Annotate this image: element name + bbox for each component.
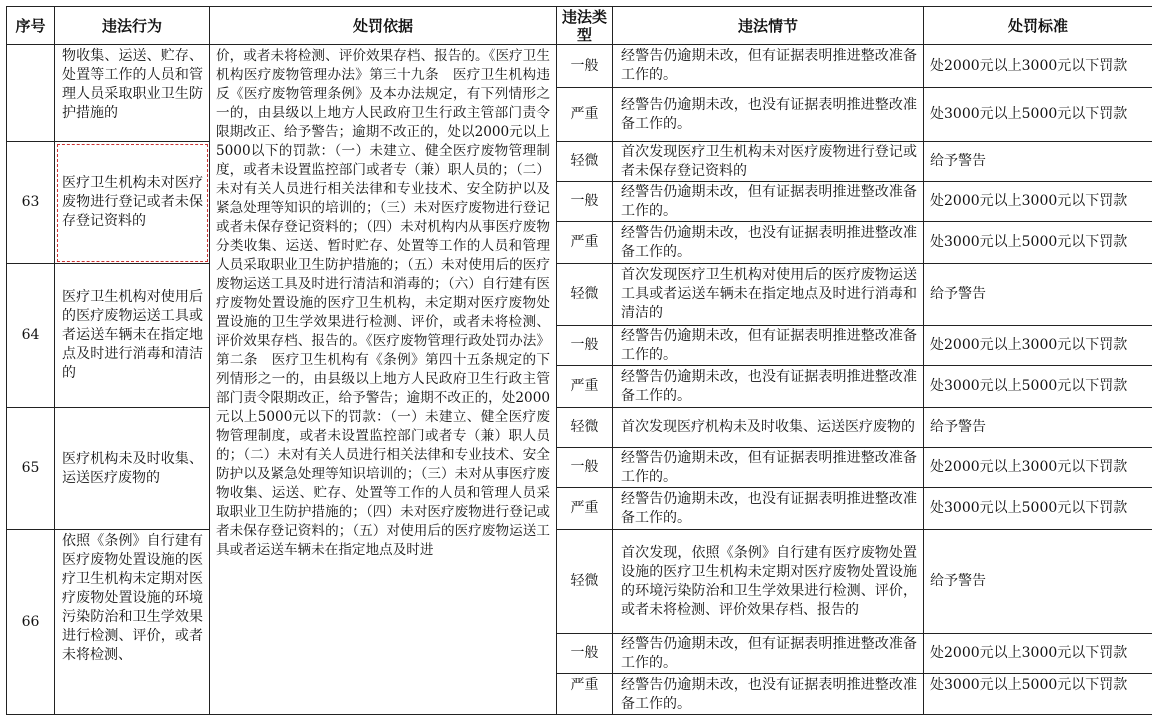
penalty-table-page: [6, 6, 1152, 719]
violation-type: 一般: [557, 45, 613, 88]
violation-circumstance: 首次发现医疗卫生机构未对医疗废物进行登记或者未保存登记资料的: [613, 142, 924, 182]
row-violation: 医疗卫生机构对使用后的医疗废物运送工具或者运送车辆未在指定地点及时进行消毒和清洁的: [55, 264, 210, 408]
penalty-standards-table: [6, 6, 1152, 715]
violation-type: 严重: [557, 366, 613, 408]
row-seq: 64: [7, 264, 55, 408]
violation-type: 轻微: [557, 530, 613, 634]
violation-type: 严重: [557, 488, 613, 530]
violation-circumstance: 经警告仍逾期未改，但有证据表明推进整改准备工作的。: [613, 326, 924, 366]
penalty-standard: 处3000元以上5000元以下罚款: [924, 88, 1153, 142]
violation-circumstance: 首次发现医疗机构未及时收集、运送医疗废物的: [613, 408, 924, 448]
penalty-standard: 处2000元以上3000元以下罚款: [924, 326, 1153, 366]
row-seq: 63: [7, 142, 55, 264]
header-type: 违法类型: [557, 7, 613, 45]
penalty-standard: 处2000元以上3000元以下罚款: [924, 45, 1153, 88]
violation-circumstance: 经警告仍逾期未改，也没有证据表明推进整改准备工作的。: [613, 674, 924, 715]
violation-type: 轻微: [557, 408, 613, 448]
violation-circumstance: 经警告仍逾期未改，也没有证据表明推进整改准备工作的。: [613, 222, 924, 264]
penalty-standard: 处3000元以上5000元以下罚款: [924, 488, 1153, 530]
violation-type: 严重: [557, 222, 613, 264]
penalty-standard: 给予警告: [924, 142, 1153, 182]
violation-circumstance: 经警告仍逾期未改，但有证据表明推进整改准备工作的。: [613, 182, 924, 222]
violation-circumstance: 经警告仍逾期未改，也没有证据表明推进整改准备工作的。: [613, 488, 924, 530]
violation-circumstance: 经警告仍逾期未改，也没有证据表明推进整改准备工作的。: [613, 366, 924, 408]
row-violation: 依照《条例》自行建有医疗废物处置设施的医疗卫生机构未定期对医疗废物处置设施的环境污染防治和卫生学效果进行检测、评价，或者未将检测、: [55, 530, 210, 715]
row-violation: 物收集、运送、贮存、处置等工作的人员和管理人员采取职业卫生防护措施的: [55, 45, 210, 142]
violation-circumstance: 经警告仍逾期未改，也没有证据表明推进整改准备工作的。: [613, 88, 924, 142]
penalty-standard: 处3000元以上5000元以下罚款: [924, 222, 1153, 264]
penalty-standard: 处3000元以上5000元以下罚款: [924, 674, 1153, 715]
violation-circumstance: 首次发现医疗卫生机构对使用后的医疗废物运送工具或者运送车辆未在指定地点及时进行消毒和清洁的: [613, 264, 924, 326]
violation-circumstance: 经警告仍逾期未改，但有证据表明推进整改准备工作的。: [613, 634, 924, 674]
header-row: [7, 7, 1153, 45]
violation-circumstance: 经警告仍逾期未改，但有证据表明推进整改准备工作的。: [613, 448, 924, 488]
penalty-standard: 处2000元以上3000元以下罚款: [924, 634, 1153, 674]
violation-type: 一般: [557, 448, 613, 488]
header-violation: 违法行为: [55, 7, 210, 45]
violation-circumstance: 经警告仍逾期未改，但有证据表明推进整改准备工作的。: [613, 45, 924, 88]
violation-type: 轻微: [557, 264, 613, 326]
header-standard: 处罚标准: [924, 7, 1153, 45]
header-basis: 处罚依据: [210, 7, 557, 45]
table-row: [7, 264, 1153, 326]
penalty-standard: 处2000元以上3000元以下罚款: [924, 448, 1153, 488]
penalty-standard: 给予警告: [924, 264, 1153, 326]
violation-type: 严重: [557, 674, 613, 715]
violation-circumstance: 首次发现，依照《条例》自行建有医疗废物处置设施的医疗卫生机构未定期对医疗废物处置设施的环境污染防治和卫生学效果进行检测、评价，或者未将检测、评价效果存档、报告的: [613, 530, 924, 634]
penalty-standard: 给予警告: [924, 530, 1153, 634]
penalty-standard: 处2000元以上3000元以下罚款: [924, 182, 1153, 222]
violation-type: 轻微: [557, 142, 613, 182]
table-row: [7, 142, 1153, 182]
table-row: [7, 408, 1153, 448]
table-row: [7, 45, 1153, 88]
row-violation: 医疗卫生机构未对医疗废物进行登记或者未保存登记资料的: [55, 142, 210, 264]
row-seq: 65: [7, 408, 55, 530]
violation-type: 严重: [557, 88, 613, 142]
penalty-basis-text: 价，或者未将检测、评价效果存档、报告的。《医疗卫生机构医疗废物管理办法》第三十九条 医疗卫生机构违反《医疗废物管理条例》及本办法规定，有下列情形之一的，由县级以上地方人民政府卫生行政主管部门责令限期改正、给予警告；逾期不改正的，处以2000元以上5000以下的罚款：（一）未建立、健全医疗废物管理制度，或者未设置监控部门或者专（兼）职人员的；（二）未对有关人员进行相关法律和专业技术、安全防护以及紧急处理等知识的培训的；（三）未对医疗废物进行登记或者未保存登记资料的；（四）未对机构内从事医疗废物分类收集、运送、暂时贮存、处置等工作的人员和管理人员采取职业卫生防护措施的；（五）未对使用后的医疗废物运送工具及时进行清洁和消毒的；（六）自行建有医疗废物处置设施的医疗卫生机构，未定期对医疗废物处置设施的卫生学效果进行检测、评价，或者未将检测、评价效果存档、报告的。《医疗废物管理行政处罚办法》第二条 医疗卫生机构有《条例》第四十五条规定的下列情形之一的，由县级以上地方人民政府卫生行政主管部门责令限期改正，给予警告；逾期不改正的，处2000元以上5000元以下的罚款：（一）未建立、健全医疗废物管理制度，或者未设置监控部门或者专（兼）职人员的；（二）未对有关人员进行相关法律和专业技术、安全防护以及紧急处理等知识培训的；（三）未对从事医疗废物收集、运送、贮存、处置等工作的人员和管理人员采取职业卫生防护措施的；（四）未对医疗废物进行登记或者未保存登记资料的；（五）对使用后的医疗废物运送工具或者运送车辆未在指定地点及时进: [210, 45, 557, 715]
header-circumstance: 违法情节: [613, 7, 924, 45]
table-row: [7, 530, 1153, 634]
violation-type: 一般: [557, 182, 613, 222]
violation-type: 一般: [557, 634, 613, 674]
row-seq: 66: [7, 530, 55, 715]
penalty-standard: 处3000元以上5000元以下罚款: [924, 366, 1153, 408]
violation-type: 一般: [557, 326, 613, 366]
penalty-standard: 给予警告: [924, 408, 1153, 448]
row-violation: 医疗机构未及时收集、运送医疗废物的: [55, 408, 210, 530]
header-seq: 序号: [7, 7, 55, 45]
row-seq: [7, 45, 55, 142]
